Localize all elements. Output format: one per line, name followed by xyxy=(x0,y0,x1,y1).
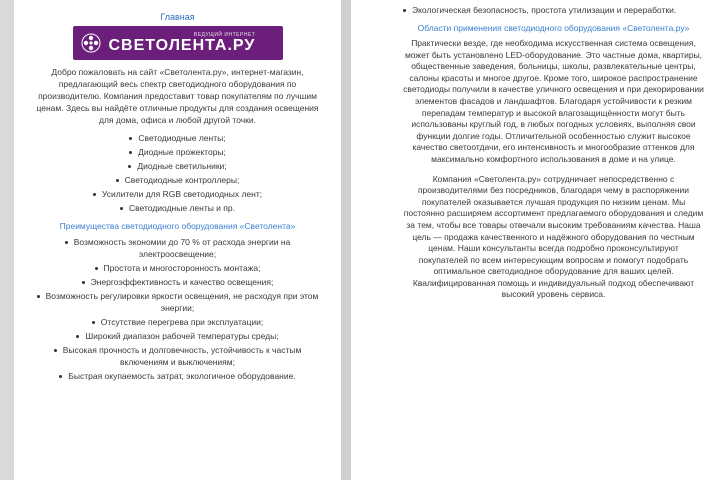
bullet-icon xyxy=(76,335,79,338)
advantages-heading[interactable]: Преимущества светодиодного оборудования «Светолента» xyxy=(59,221,296,231)
applications-paragraph: Практически везде, где необходима искусственная система освещения, может быть установлено LED-оборудование. Это частные дома, квартиры, общественные заведения, больницы, школы, развлекательные центры, салоны красоты и многое другое. Кроме того, широкое распространение светодиоды получили в качестве уличного освещения и при декорировании элементов фасадов и ландшафтов. Благодаря устойчивости к резким перепадам температур и высокой влагозащищённости могут быть использованы круглый год, в любых погодных условиях, выполняя свои функции долгие годы. Отличительной особенностью служит высокое качество светоотдачи, его интенсивность и многообразие оттенков для максимально комфортного использования в доме и на улице. xyxy=(403,38,704,164)
page-gutter xyxy=(341,0,351,480)
list-item: Возможность регулировки яркости освещения, не расходуя при этом энергии; xyxy=(34,290,321,314)
bullet-icon xyxy=(54,349,57,352)
list-item: Диодные светильники; xyxy=(34,160,321,172)
company-paragraph: Компания «Светолента.ру» сотрудничает непосредственно с производителями без посредников, благодаря чему в распоряжении покупателей оказывается лучшая продукция по низким ценам. Мы постоянно расширяем ассортимент предлагаемого оборудования и следим за тем, чтобы все товары отвечали высоким требованиям качества. Наша цель — продажа качественного и надёжного оборудования по честным ценам. Наши консультанты всегда подробно проконсультируют покупателей по всем интересующим вопросам и помогут подобрать оптимальное светодиодное оборудование для ваших целей. Квалифицированная помощь и индивидуальный подход обеспечивают высокий уровень сервиса. xyxy=(403,173,704,300)
bullet-icon xyxy=(129,137,132,140)
list-item: Светодиодные ленты и пр. xyxy=(34,202,321,214)
list-item: Светодиодные контроллеры; xyxy=(34,174,321,186)
intro-paragraph: Добро пожаловать на сайт «Светолента.ру», интернет-магазин, предлагающий весь спектр светодиодного оборудования по производителю. Компания предоставит товар покупателям по лучшим ценам. Здесь вы найдёте отличные продукты для создания освещения для дома, офиса и любой другой точки. xyxy=(36,67,319,125)
bullet-icon xyxy=(129,151,132,154)
continued-list xyxy=(403,4,704,16)
bullet-icon xyxy=(128,165,131,168)
bullet-icon xyxy=(116,179,119,182)
list-item: Высокая прочность и долговечность, устойчивость к частым включениям и выключениям; xyxy=(34,344,321,368)
brand-tagline: ВЕДУЩИЙ ИНТЕРНЕТ xyxy=(193,32,256,38)
bullet-icon xyxy=(65,241,68,244)
bullet-icon xyxy=(37,295,40,298)
list-item: Усилители для RGB светодиодных лент; xyxy=(34,188,321,200)
logo-icon xyxy=(81,33,101,53)
bullet-icon xyxy=(92,321,95,324)
advantages-list xyxy=(34,236,321,382)
page-left xyxy=(14,0,341,480)
applications-heading[interactable]: Области применения светодиодного оборудования «Светолента.ру» xyxy=(417,23,690,33)
page-right xyxy=(351,0,720,480)
brand-name: СВЕТОЛЕНТА.РУ xyxy=(108,37,256,54)
product-list xyxy=(34,132,321,214)
bullet-icon xyxy=(403,9,406,12)
brand-wrap xyxy=(109,32,256,54)
bullet-icon xyxy=(59,375,62,378)
page-title-link[interactable]: Главная xyxy=(160,12,195,22)
bullet-icon xyxy=(120,207,123,210)
list-item: Отсутствие перегрева при эксплуатации; xyxy=(34,316,321,328)
brand-banner xyxy=(73,26,283,60)
bullet-icon xyxy=(95,267,98,270)
list-item: Энергоэффективность и качество освещения; xyxy=(34,276,321,288)
bullet-icon xyxy=(93,193,96,196)
list-item: Экологическая безопасность, простота утилизации и переработки. xyxy=(403,4,704,16)
list-item: Быстрая окупаемость затрат, экологичное оборудование. xyxy=(34,370,321,382)
list-item: Широкий диапазон рабочей температуры среды; xyxy=(34,330,321,342)
list-item: Возможность экономии до 70 % от расхода энергии на электроосвещение; xyxy=(34,236,321,260)
bullet-icon xyxy=(82,281,85,284)
list-item: Светодиодные ленты; xyxy=(34,132,321,144)
list-item: Диодные прожекторы; xyxy=(34,146,321,158)
list-item: Простота и многосторонность монтажа; xyxy=(34,262,321,274)
